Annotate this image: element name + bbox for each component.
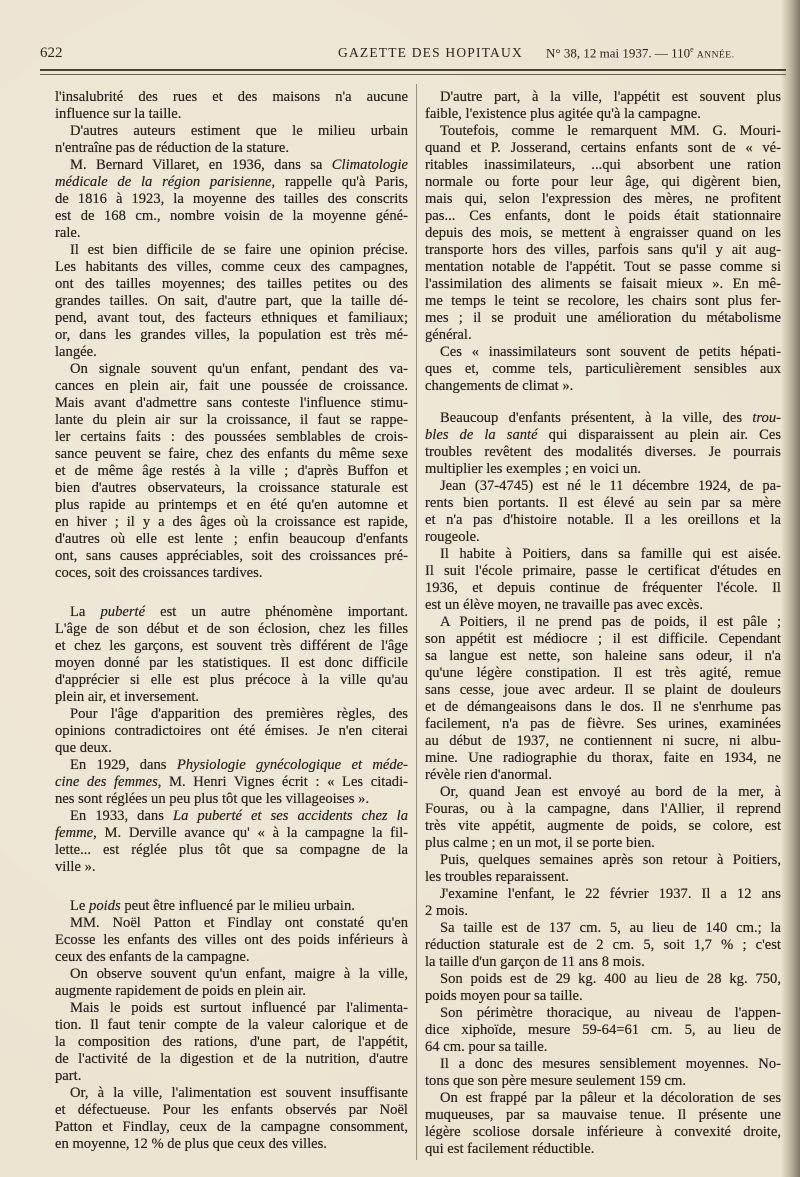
text-block [55,898,408,1153]
page-number: 622 [40,45,63,61]
header-rule-thick [40,69,786,71]
text-line: mes ; il se produit une amélioration du métabolisme [425,310,781,326]
text-line: A Poitiers, il ne prend pas de poids, il est pâle ; [440,614,781,630]
text-line: Il est bien difficile de se faire une opinion précise. [70,242,408,258]
text-line: moyen donné par les statistiques. Il est donc difficile [55,655,408,671]
text-line [55,898,408,915]
paragraph [425,410,781,478]
text-line: rale. [55,225,81,241]
text-line: opinions contradictoires ont été émises. Je n'en citerai [55,723,408,739]
text-line: légère scoliose dorsale inférieure à convexité droite, [425,1124,781,1140]
text-line: Son périmètre thoracique, au niveau de l'appen- [440,1005,781,1021]
text-run: En 1933, dans [70,808,173,824]
text-line: grandes tailles. On sait, d'autre part, que la taille dé- [55,293,408,309]
italic-text: puberté [100,604,146,620]
text-block [425,89,781,395]
text-line: ont des tailles moyennes; des tailles petites ou des [55,276,408,292]
text-run: , M. Derville avance qu' « à la campagne la fil- [93,825,408,841]
paragraph [55,966,408,1000]
text-line: Patton et Findlay, ceux de la campagne consomment, [55,1119,408,1135]
text-line: langée. [55,344,97,360]
text-line [55,808,408,825]
paragraph [425,123,781,344]
text-line: depuis des mois, se mettent à engraisser quand on les [425,225,781,241]
text-line: d'apprécier si elle est plus précoce à la ville qu'au [55,672,408,688]
text-line: les troubles reparaissent. [425,869,569,885]
text-line: général. [425,327,472,343]
paragraph [425,89,781,123]
text-line: très vite appétit, augmente de poids, se colore, est [425,818,781,834]
italic-text: Physiologie gynécologique et méde- [176,757,408,773]
paragraph [425,1056,781,1090]
text-line: ler certains faits : des poussées semblables de crois- [55,429,408,445]
text-line: rents bien portants. Il est élevé au sein par sa mère [425,495,781,511]
text-line: Or, quand Jean est envoyé au bord de la mer, à [440,784,781,800]
text-line: poids moyen pour sa taille. [425,988,583,1004]
text-line: quand et P. Josserand, certains enfants sont de « vé- [425,140,781,156]
italic-text: médicale de la région parisienne [55,174,272,190]
text-line [55,174,408,191]
paragraph [425,1090,781,1158]
text-line: mais qui, selon l'expression des mères, ne profitent [425,191,781,207]
text-line: réduction staturale est de 2 cm. 5, soit 1,7 % ; c'est [425,937,781,953]
text-line: Puis, quelques semaines après son retour à Poitiers, [440,852,781,868]
text-line: sans cesse, joue avec ardeur. Il se plaint de douleurs [425,682,781,698]
text-line: plus rapide au printemps et en été qu'en automne et [55,497,408,513]
text-line: Pour l'âge d'apparition des premières règles, des [70,706,408,722]
text-line: et chez les garçons, est souvent très différent de l'âge [55,638,408,654]
text-line: ceux des enfants de la campagne. [55,949,250,965]
issue-text: N° 38, 12 mai 1937. — 110 [546,45,691,61]
text-line [55,157,408,174]
text-line: Jean (37-4745) est né le 11 décembre 1924, de pa- [440,478,781,494]
paragraph [55,706,408,757]
text-line: en hiver ; il y a des âges où la croissance est rapide, [55,514,408,530]
text-line: coces, soit des croissances tardives. [55,565,263,581]
text-line: tons que son père mesure seulement 159 cm. [425,1073,686,1089]
text-line: D'autre part, à la ville, l'appétit est souvent plus [440,89,781,105]
text-line [425,427,781,444]
text-line: dice xiphoïde, mesure 59-64=61 cm. 5, au lieu de [425,1022,781,1038]
text-line: rougeole. [425,529,480,545]
text-line: part. [55,1068,82,1084]
text-line: de 1816 à 1923, la moyenne des tailles des conscrits [55,191,408,207]
text-line: On est frappé par la pâleur et la décoloration de ses [440,1090,781,1106]
text-line: On observe souvent qu'un enfant, maigre à la ville, [70,966,408,982]
text-line [55,604,408,621]
text-line [55,825,408,842]
paragraph [55,808,408,876]
paragraph [55,1085,408,1153]
issue-year-word: ANNÉE. [696,50,735,61]
text-line: Ecosse les enfants des villes ont des poids inférieurs à [55,932,408,948]
text-line: qu'une légère constipation. Il est très agité, remue [425,665,781,681]
text-line: qui est facilement réductible. [425,1141,595,1157]
text-line: facilement, n'a pas de fièvre. Ses urines, examinées [425,716,781,732]
text-line: l'insalubrité des rues et des maisons n'a aucune [55,89,408,105]
paragraph [425,614,781,784]
text-line: ont, sans causes appréciables, soit des croissances pré- [55,548,408,564]
text-line: bien d'autres observateurs, la croissance staturale est [55,480,408,496]
text-line: Toutefois, comme le remarquent MM. G. Mouri- [440,123,781,139]
journal-title: GAZETTE DES HOPITAUX [338,45,523,60]
italic-text: La puberté et ses accidents chez la [172,808,408,824]
text-line: augmente rapidement de poids en plein air. [55,983,306,999]
text-line: or, dans les grandes villes, la population est très mé- [55,327,408,343]
text-line: sa langue est nette, son haleine sans odeur, il n'a [425,648,781,664]
header-rule-thin [40,74,786,75]
text-line: son appétit est médiocre ; il est difficile. Cependant [425,631,781,647]
text-line: révèle rien d'anormal. [425,767,553,783]
text-line: et de démangeaisons dans le dos. Il ne s'enrhume pas [425,699,781,715]
paragraph [425,344,781,395]
text-line: est un élève moyen, ne travaille pas avec excès. [425,597,703,613]
paragraph [425,971,781,1005]
text-line: faible, l'existence plus agitée qu'à la campagne. [425,106,701,122]
text-line: l'assimilation des aliments se faisait mieux ». En mê- [425,276,781,292]
text-line: pas... Ces enfants, dont le poids était stationnaire [425,208,781,224]
paragraph [55,915,408,966]
text-line: 64 cm. pour sa taille. [425,1039,548,1055]
text-line [55,774,408,791]
text-line: pend, avant tout, des facteurs ethniques et familiaux; [55,310,408,326]
column-right [425,89,781,1158]
text-line: Ces « inassimilateurs sont souvent de petits hépati- [440,344,781,360]
text-line: est de 168 cm., nombre voisin de la moyenne géné- [55,208,408,224]
text-line: D'autres auteurs estiment que le milieu urbain [70,123,408,139]
text-line: la composition des rations, d'une part, de l'appétit, [55,1034,408,1050]
text-line: et de même âge restés à la ville ; d'après Buffon et [55,463,408,479]
text-line [425,410,781,427]
text-line: troubles revêtent des modalités diverses. Je pourrais [425,444,781,460]
text-run: est un autre phénomène important. [145,604,408,620]
paragraph [425,546,781,614]
text-line: ritables inassimilateurs, ...qui absorbent une ration [425,157,781,173]
text-line: influence sur la taille. [55,106,182,122]
text-line: Il suit l'école primaire, passe le certificat d'études en [425,563,781,579]
text-block [55,89,408,582]
text-line: muqueuses, par sa mauvaise tenue. Il présente une [425,1107,781,1123]
issue-ordinal-suffix: e [690,45,694,54]
text-block [55,604,408,876]
paragraph [425,478,781,546]
text-line: multiplier les exemples ; en voici un. [425,461,642,477]
paragraph [425,852,781,886]
text-line: transporte hors des villes, parfois sans qu'il y ait aug- [425,242,781,258]
text-run: La [70,604,101,620]
text-line: Les habitants des villes, comme ceux des campagnes, [55,259,408,275]
text-line: On signale souvent qu'un enfant, pendant des va- [70,361,408,377]
text-line: de l'activité de la digestion et de la nutrition, d'autre [55,1051,408,1067]
text-line: me temps le teint se recolore, les chairs sont plus fer- [425,293,781,309]
text-line: sance peuvent se faire, chez des enfants du même sexe [55,446,408,462]
text-line: tion. Il faut tenir compte de la valeur calorique et de [55,1017,408,1033]
text-line: nes sont réglées un peu plus tôt que les villageoises ». [55,791,370,807]
italic-text: femme [55,825,94,841]
paragraph [425,920,781,971]
text-line: Mais avant d'admettre sans conteste l'influence stimu- [55,395,408,411]
text-line: mentation notable de l'appétit. Tout se passe comme si [425,259,781,275]
text-run: M. Bernard Villaret, en 1936, dans sa [70,157,332,173]
text-line: mine. Une radiographie du thorax, faite en 1934, ne [425,750,781,766]
text-line: d'autres où elle est lente ; enfin beaucoup d'enfants [55,531,408,547]
italic-text: cine des femmes [55,774,158,790]
text-line: n'entraîne pas de réduction de la stature. [55,140,290,156]
column-divider [416,84,417,1160]
text-line: la taille d'un garçon de 11 ans 8 mois. [425,954,645,970]
text-line: Sa taille est de 137 cm. 5, au lieu de 140 cm.; la [440,920,781,936]
text-run: Beaucoup d'enfants présentent, à la ville, des [440,410,753,426]
paragraph [425,1005,781,1056]
italic-text: trou- [752,410,781,426]
paragraph [55,89,408,123]
text-line [55,757,408,774]
text-line: ques et, comme tels, particulièrement sensibles aux [425,361,781,377]
text-line: Or, à la ville, l'alimentation est souvent insuffisante [70,1085,408,1101]
text-line: Mais le poids est surtout influencé par l'alimenta- [70,1000,408,1016]
paragraph [55,757,408,808]
text-line: lette... est réglée plus tôt que sa compagne de la [55,842,408,858]
issue-info [546,45,735,61]
italic-text: Climatologie [331,157,408,173]
text-line: 2 mois. [425,903,468,919]
text-line: Il habite à Poitiers, dans sa famille qui est aisée. [440,546,781,562]
paragraph [55,1000,408,1085]
paragraph [55,898,408,915]
paragraph [425,886,781,920]
text-run: qui disparaissent au plein air. Ces [537,427,781,443]
text-line: MM. Noël Patton et Findlay ont constaté qu'en [70,915,408,931]
text-line: cances en plein air, fait une poussée de croissance. [55,378,408,394]
text-run: , rappelle qu'à Paris, [271,174,408,190]
text-line: ville ». [55,859,96,875]
text-line: au début de 1937, ne contiennent ni sucre, ni albu- [425,733,781,749]
text-line: en moyenne, 12 % de plus que ceux des villes. [55,1136,327,1152]
text-line: et n'a pas d'histoire notable. Il a les oreillons et la [425,512,781,528]
text-line: 1936, et depuis continue de fréquenter l'école. Il [425,580,781,596]
paragraph [55,123,408,157]
text-run: En 1929, dans [70,757,177,773]
text-line: plus calme ; en un mot, il se porte bien. [425,835,655,851]
text-block [425,410,781,1158]
paragraph [55,361,408,582]
paragraph [425,784,781,852]
paragraph [55,604,408,706]
text-line: lante du plein air sur la croissance, il faut se rappe- [55,412,408,428]
paragraph [55,157,408,242]
text-line: et défectueuse. Pour les enfants observés par Noël [55,1102,408,1118]
text-line: J'examine l'enfant, le 22 février 1937. Il a 12 ans [440,886,781,902]
paragraph [55,242,408,361]
text-line: plein air, et inversement. [55,689,200,705]
italic-text: bles de la santé [425,427,538,443]
text-line: Fouras, ou à la campagne, dans l'Allier, il reprend [425,801,781,817]
text-run: peut être influencé par le milieu urbain. [120,898,355,914]
text-line: changements de climat ». [425,378,574,394]
text-line: que deux. [55,740,112,756]
text-line: normale ou forte pour leur âge, qui digèrent bien, [425,174,781,190]
text-line: L'âge de son début et de son éclosion, chez les filles [55,621,408,637]
column-left [55,89,408,1153]
text-line: Son poids est de 29 kg. 400 au lieu de 28 kg. 750, [440,971,781,987]
italic-text: poids [89,898,121,914]
text-run: , M. Henri Vignes écrit : « Les citadi- [157,774,408,790]
text-line: Il a donc des mesures sensiblement moyennes. No- [440,1056,781,1072]
text-run: Le [70,898,90,914]
